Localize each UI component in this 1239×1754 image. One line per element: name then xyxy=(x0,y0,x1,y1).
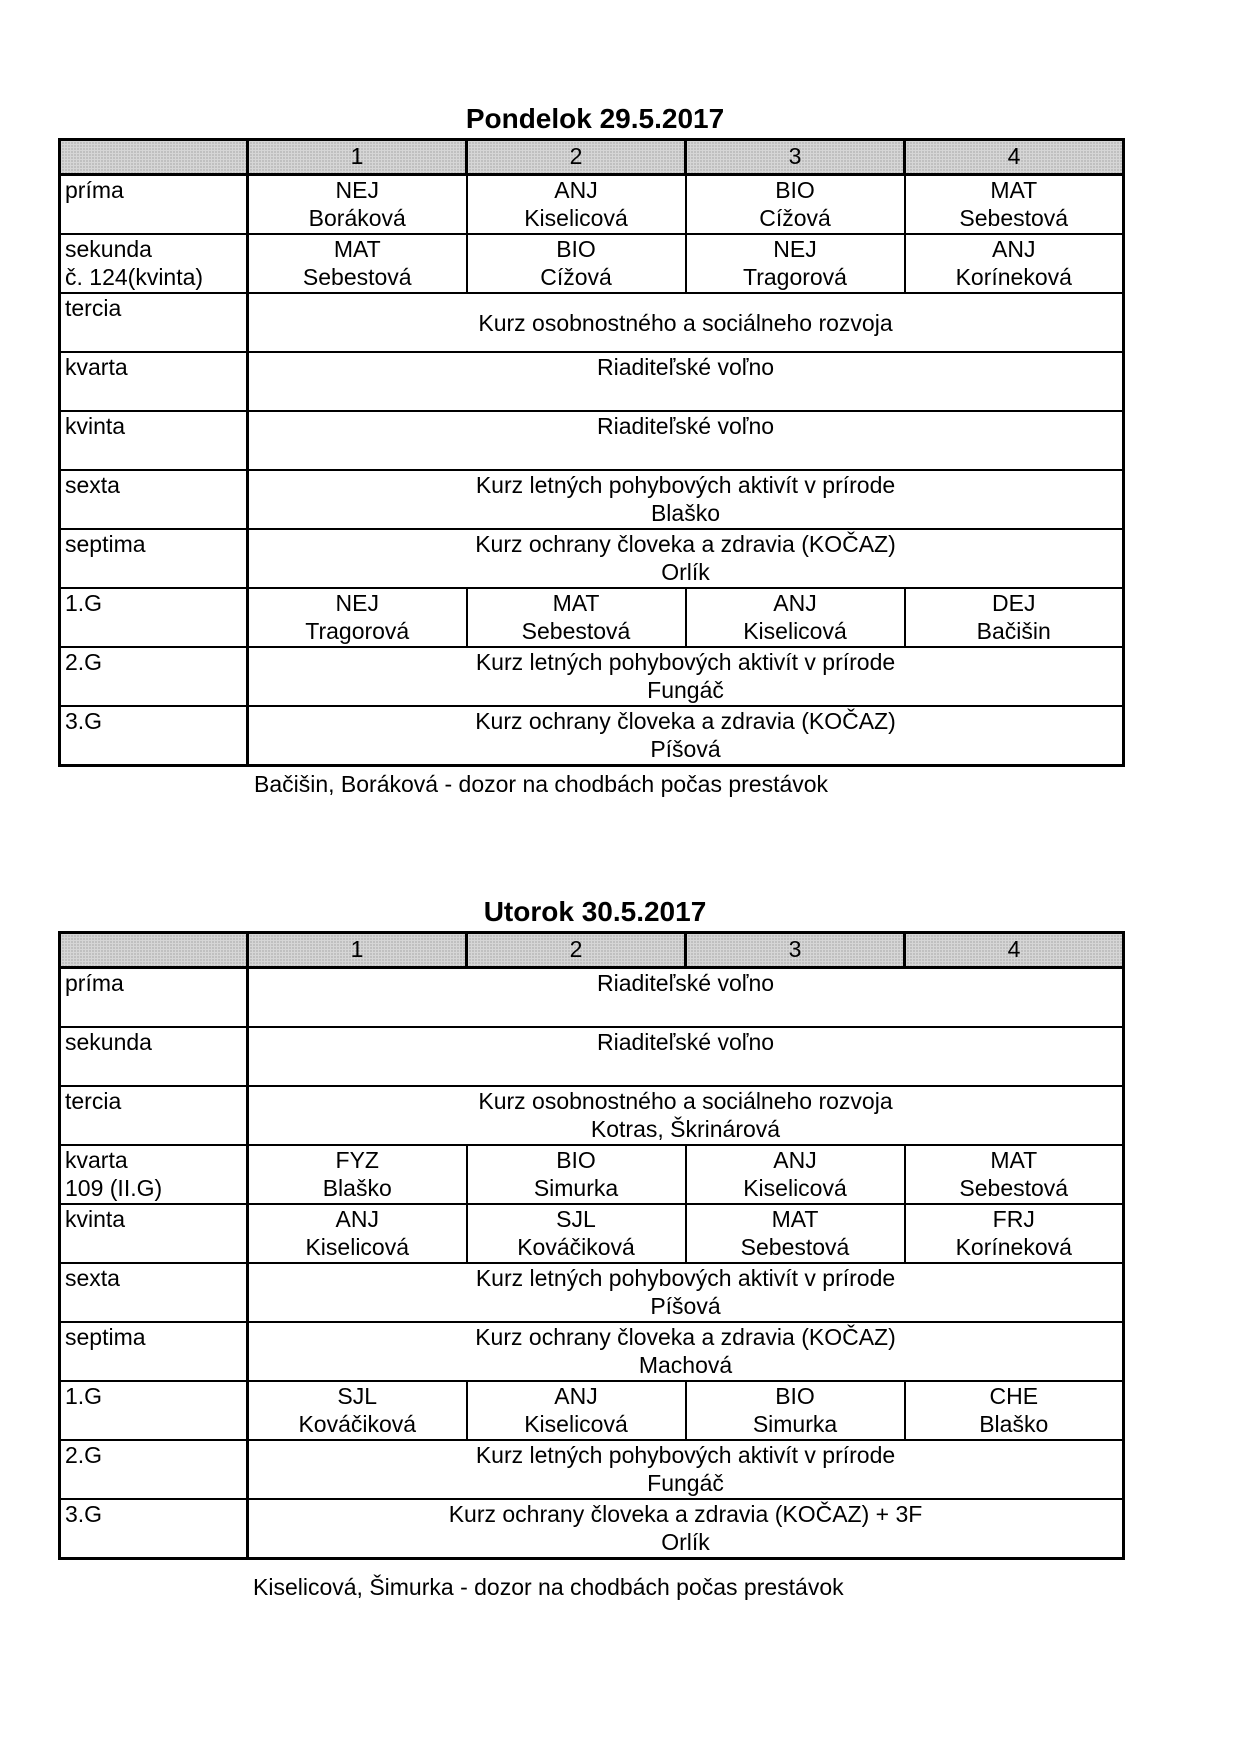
activity-teacher: Kotras, Škrinárová xyxy=(590,1116,781,1142)
lesson-cell xyxy=(248,175,467,235)
class-name-cell xyxy=(60,1145,248,1204)
activity-label: Kurz letných pohybových aktivít v prírode xyxy=(475,1265,896,1291)
period-header-cell: 3 xyxy=(686,140,905,175)
subject-code: MAT xyxy=(990,177,1038,203)
activity-label: Riaditeľské voľno xyxy=(596,354,775,380)
activity-label: Riaditeľské voľno xyxy=(596,1029,775,1055)
class-name-cell xyxy=(60,234,248,293)
lesson-cell xyxy=(686,234,905,293)
lesson-cell xyxy=(905,1145,1124,1204)
lesson-cell xyxy=(467,588,686,647)
day-schedule-tuesday xyxy=(58,893,1122,1602)
class-name-cell xyxy=(60,1322,248,1381)
table-row xyxy=(60,234,1124,293)
class-name-line: septima xyxy=(65,1324,146,1350)
class-name-cell xyxy=(60,529,248,588)
full-day-cell xyxy=(248,706,1124,766)
lesson-cell xyxy=(248,1381,467,1440)
period-header-row xyxy=(60,933,1124,968)
class-name-line: 2.G xyxy=(65,649,103,675)
full-day-cell xyxy=(248,647,1124,706)
period-header-cell: 3 xyxy=(686,933,905,968)
schedule-table xyxy=(58,931,1125,1560)
lesson-cell xyxy=(467,234,686,293)
subject-code: BIO xyxy=(775,177,815,203)
class-name-line: 109 (II.G) xyxy=(65,1175,163,1201)
teacher-name: Kiselicová xyxy=(743,1175,847,1201)
activity-teacher: Píšová xyxy=(650,736,721,762)
subject-code: ANJ xyxy=(335,1206,379,1232)
activity-label: Riaditeľské voľno xyxy=(596,413,775,439)
activity-teacher: Orlík xyxy=(661,1529,710,1555)
full-day-cell xyxy=(248,411,1124,470)
class-name-cell xyxy=(60,293,248,352)
full-day-cell xyxy=(248,470,1124,529)
teacher-name: Simurka xyxy=(533,1175,619,1201)
activity-teacher: Blaško xyxy=(650,500,721,526)
day-schedule-monday xyxy=(58,100,1122,799)
class-name-line: kvinta xyxy=(65,413,126,439)
class-name-line: septima xyxy=(65,531,146,557)
class-name-line: 2.G xyxy=(65,1442,103,1468)
subject-code: ANJ xyxy=(773,590,817,616)
full-day-cell xyxy=(248,1322,1124,1381)
class-name-line: kvarta xyxy=(65,354,128,380)
class-name-line: 3.G xyxy=(65,1501,103,1527)
class-name-cell xyxy=(60,1263,248,1322)
teacher-name: Sebestová xyxy=(302,264,412,290)
lesson-cell xyxy=(686,1381,905,1440)
subject-code: CHE xyxy=(989,1383,1039,1409)
full-day-cell xyxy=(248,1027,1124,1086)
supervision-note: Kiselicová, Šimurka - dozor na chodbách počas prestávok xyxy=(253,1574,844,1600)
lesson-cell xyxy=(248,588,467,647)
activity-label: Kurz letných pohybových aktivít v prírode xyxy=(475,649,896,675)
teacher-name: Koríneková xyxy=(955,264,1072,290)
class-name-line: tercia xyxy=(65,295,122,321)
subject-code: ANJ xyxy=(554,177,598,203)
subject-code: SJL xyxy=(556,1206,596,1232)
table-row xyxy=(60,175,1124,235)
table-row xyxy=(60,293,1124,352)
teacher-name: Bačišin xyxy=(976,618,1051,644)
lesson-cell xyxy=(905,1204,1124,1263)
table-row xyxy=(60,1027,1124,1086)
table-row xyxy=(60,1322,1124,1381)
full-day-cell xyxy=(248,352,1124,411)
table-row xyxy=(60,647,1124,706)
class-name-line: 1.G xyxy=(65,590,103,616)
activity-label: Kurz ochrany človeka a zdravia (KOČAZ) + 3F xyxy=(448,1501,923,1527)
class-name-line: 1.G xyxy=(65,1383,103,1409)
class-name-cell xyxy=(60,1204,248,1263)
table-row xyxy=(60,1263,1124,1322)
period-header-row xyxy=(60,140,1124,175)
activity-label: Kurz osobnostného a sociálneho rozvoja xyxy=(478,309,893,336)
full-day-cell xyxy=(248,968,1124,1028)
lesson-cell xyxy=(905,175,1124,235)
class-name-line: 3.G xyxy=(65,708,103,734)
class-name-cell xyxy=(60,1027,248,1086)
class-name-line: sekunda xyxy=(65,236,152,262)
activity-label: Kurz letných pohybových aktivít v prírode xyxy=(475,472,896,498)
table-row xyxy=(60,1204,1124,1263)
class-name-cell xyxy=(60,1086,248,1145)
activity-teacher: Píšová xyxy=(650,1293,721,1319)
class-name-cell xyxy=(60,968,248,1028)
subject-code: ANJ xyxy=(992,236,1036,262)
class-name-cell xyxy=(60,1499,248,1559)
class-name-line: príma xyxy=(65,177,124,203)
teacher-name: Kiselicová xyxy=(524,205,628,231)
teacher-name: Cížová xyxy=(759,205,831,231)
lesson-cell xyxy=(905,234,1124,293)
teacher-name: Kováčiková xyxy=(517,1234,635,1260)
subject-code: NEJ xyxy=(335,590,379,616)
class-name-line: sexta xyxy=(65,1265,120,1291)
subject-code: BIO xyxy=(775,1383,815,1409)
teacher-name: Sebestová xyxy=(521,618,631,644)
subject-code: ANJ xyxy=(554,1383,598,1409)
subject-code: ANJ xyxy=(773,1147,817,1173)
table-row xyxy=(60,968,1124,1028)
period-header-cell: 1 xyxy=(248,140,467,175)
lesson-cell xyxy=(467,1381,686,1440)
teacher-name: Boráková xyxy=(308,205,406,231)
activity-teacher: Fungáč xyxy=(647,677,724,703)
subject-code: FYZ xyxy=(335,1147,379,1173)
full-day-cell xyxy=(248,293,1124,352)
subject-code: NEJ xyxy=(773,236,817,262)
teacher-name: Cížová xyxy=(540,264,612,290)
teacher-name: Simurka xyxy=(752,1411,838,1437)
subject-code: MAT xyxy=(333,236,381,262)
period-header-cell: 2 xyxy=(467,933,686,968)
subject-code: SJL xyxy=(337,1383,378,1409)
teacher-name: Kováčiková xyxy=(298,1411,417,1437)
lesson-cell xyxy=(467,1145,686,1204)
class-name-cell xyxy=(60,411,248,470)
table-row xyxy=(60,1499,1124,1559)
teacher-name: Kiselicová xyxy=(743,618,847,644)
period-header-cell: 4 xyxy=(905,933,1124,968)
activity-label: Riaditeľské voľno xyxy=(596,970,775,996)
teacher-name: Blaško xyxy=(979,1411,1049,1437)
activity-teacher: Fungáč xyxy=(647,1470,724,1496)
class-name-line: príma xyxy=(65,970,124,996)
teacher-name: Sebestová xyxy=(740,1234,850,1260)
schedule-body xyxy=(60,933,1124,1559)
activity-label: Kurz ochrany človeka a zdravia (KOČAZ) xyxy=(475,531,896,557)
subject-code: MAT xyxy=(552,590,600,616)
table-row xyxy=(60,706,1124,766)
class-name-line: kvarta xyxy=(65,1147,128,1173)
class-name-cell xyxy=(60,1381,248,1440)
class-name-cell xyxy=(60,1440,248,1499)
table-row xyxy=(60,1086,1124,1145)
subject-code: MAT xyxy=(990,1147,1038,1173)
class-name-line: sexta xyxy=(65,472,120,498)
table-row xyxy=(60,1145,1124,1204)
full-day-cell xyxy=(248,1263,1124,1322)
lesson-cell xyxy=(467,175,686,235)
lesson-cell xyxy=(686,588,905,647)
teacher-name: Sebestová xyxy=(959,1175,1069,1201)
header-corner-cell xyxy=(60,933,248,968)
teacher-name: Sebestová xyxy=(959,205,1069,231)
teacher-name: Tragorová xyxy=(305,618,410,644)
table-row xyxy=(60,411,1124,470)
lesson-cell xyxy=(686,1145,905,1204)
teacher-name: Blaško xyxy=(322,1175,392,1201)
class-name-cell xyxy=(60,352,248,411)
subject-code: BIO xyxy=(556,236,596,262)
class-name-cell xyxy=(60,706,248,766)
full-day-cell xyxy=(248,1440,1124,1499)
activity-teacher: Orlík xyxy=(661,559,710,585)
day-title: Pondelok 29.5.2017 xyxy=(465,103,725,134)
lesson-cell xyxy=(905,1381,1124,1440)
table-row xyxy=(60,470,1124,529)
supervision-note: Bačišin, Boráková - dozor na chodbách počas prestávok xyxy=(254,771,829,797)
class-name-cell xyxy=(60,588,248,647)
activity-label: Kurz ochrany človeka a zdravia (KOČAZ) xyxy=(475,708,896,734)
subject-code: MAT xyxy=(771,1206,819,1232)
class-name-line: tercia xyxy=(65,1088,122,1114)
lesson-cell xyxy=(248,1145,467,1204)
full-day-cell xyxy=(248,529,1124,588)
table-row xyxy=(60,529,1124,588)
schedule-table xyxy=(58,138,1125,767)
class-name-line: č. 124(kvinta) xyxy=(65,264,204,290)
lesson-cell xyxy=(467,1204,686,1263)
class-name-line: kvinta xyxy=(65,1206,126,1232)
lesson-cell xyxy=(686,175,905,235)
table-row xyxy=(60,1381,1124,1440)
teacher-name: Koríneková xyxy=(955,1234,1072,1260)
header-corner-cell xyxy=(60,140,248,175)
class-name-cell xyxy=(60,470,248,529)
table-row xyxy=(60,588,1124,647)
period-header-cell: 4 xyxy=(905,140,1124,175)
day-title: Utorok 30.5.2017 xyxy=(483,896,707,927)
table-row xyxy=(60,1440,1124,1499)
lesson-cell xyxy=(686,1204,905,1263)
activity-label: Kurz ochrany človeka a zdravia (KOČAZ) xyxy=(475,1324,896,1350)
teacher-name: Tragorová xyxy=(743,264,847,290)
activity-teacher: Machová xyxy=(638,1352,733,1378)
period-header-cell: 2 xyxy=(467,140,686,175)
class-name-cell xyxy=(60,647,248,706)
class-name-line: sekunda xyxy=(65,1029,152,1055)
lesson-cell xyxy=(248,234,467,293)
teacher-name: Kiselicová xyxy=(305,1234,410,1260)
full-day-cell xyxy=(248,1499,1124,1559)
lesson-cell xyxy=(905,588,1124,647)
subject-code: FRJ xyxy=(992,1206,1035,1232)
subject-code: DEJ xyxy=(992,590,1036,616)
period-header-cell: 1 xyxy=(248,933,467,968)
activity-label: Kurz letných pohybových aktivít v prírode xyxy=(475,1442,896,1468)
subject-code: BIO xyxy=(556,1147,596,1173)
teacher-name: Kiselicová xyxy=(524,1411,628,1437)
subject-code: NEJ xyxy=(335,177,379,203)
lesson-cell xyxy=(248,1204,467,1263)
class-name-cell xyxy=(60,175,248,235)
activity-label: Kurz osobnostného a sociálneho rozvoja xyxy=(478,1088,893,1114)
full-day-cell xyxy=(248,1086,1124,1145)
table-row xyxy=(60,352,1124,411)
schedule-body xyxy=(60,140,1124,766)
